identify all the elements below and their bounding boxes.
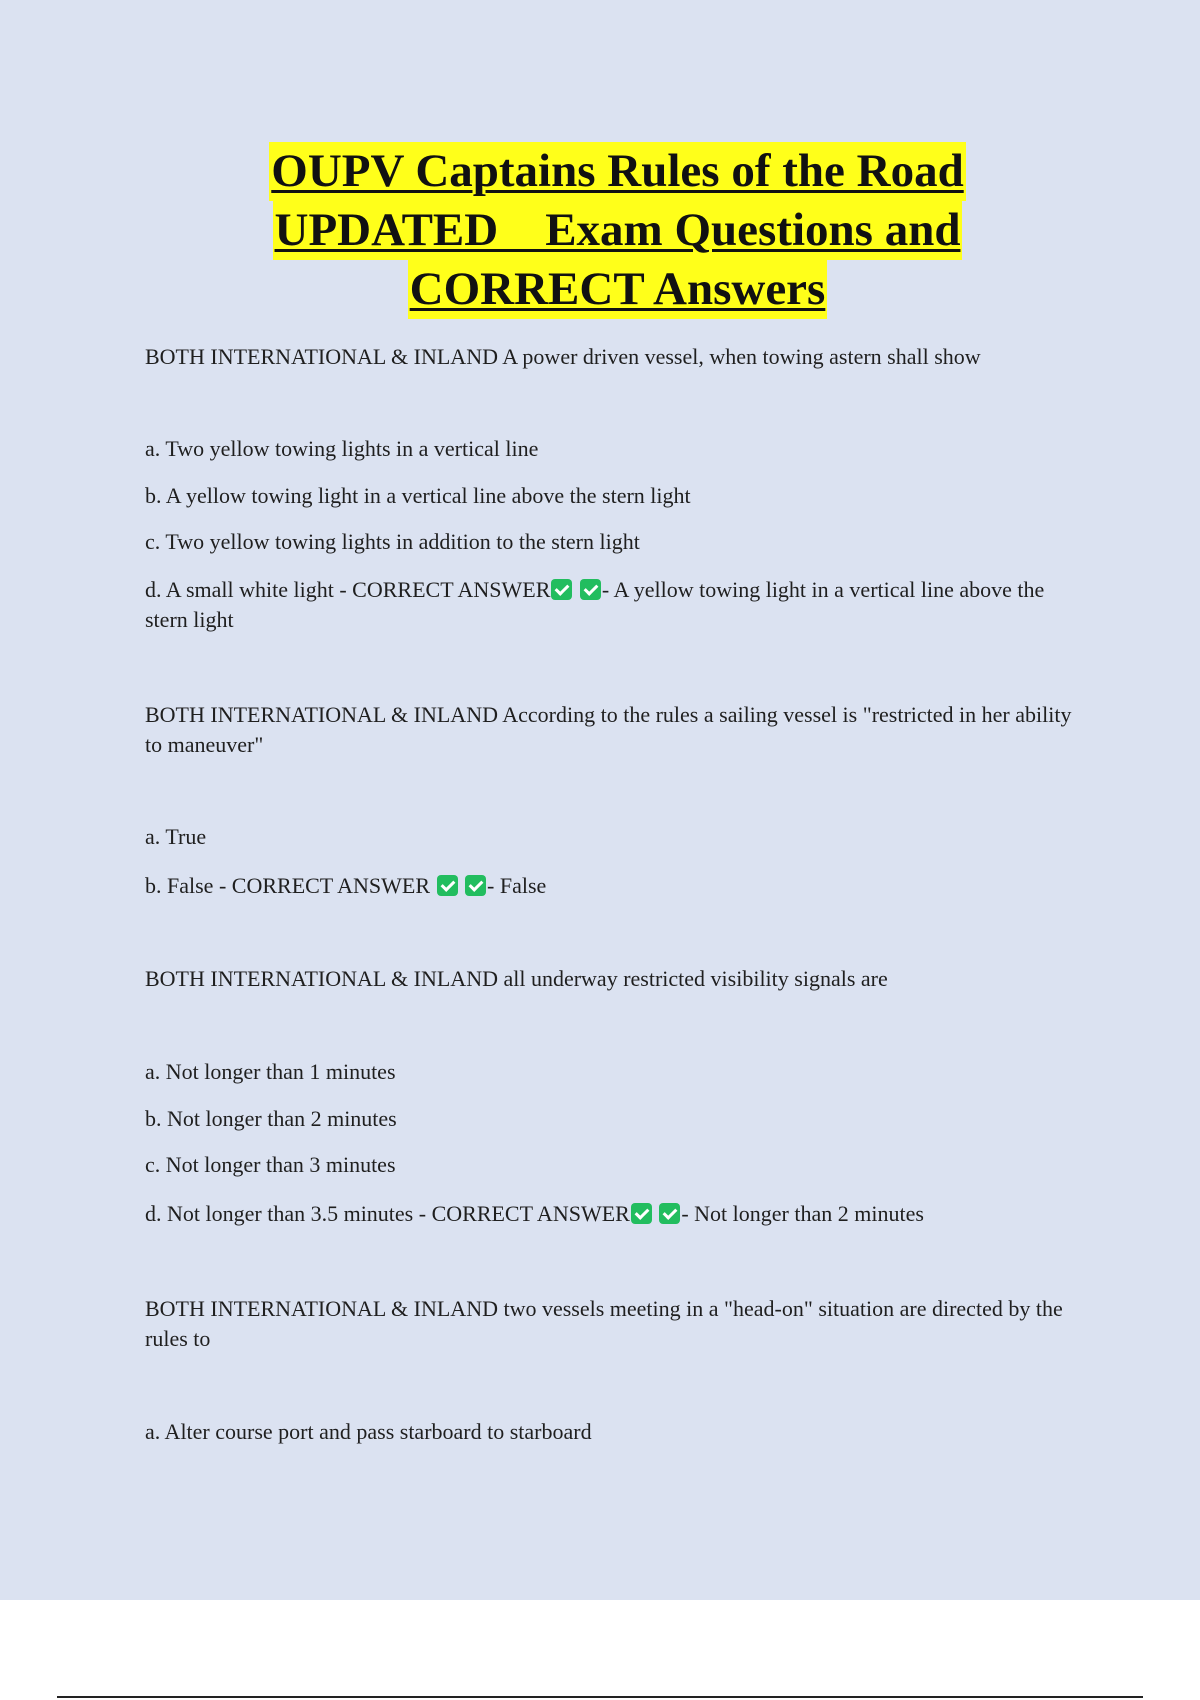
question-3-option-c: c. Not longer than 3 minutes [145,1152,396,1177]
check-mark-icon [465,875,486,896]
question-1-option-a: a. Two yellow towing lights in a vertical line [145,436,539,461]
question-1-option-d-with-answer: d. A small white light - CORRECT ANSWER - A yellow towing light in a vertical line above the stern light [145,577,1045,632]
question-2-option-a: a. True [145,824,207,849]
question-3-option-b: b. Not longer than 2 minutes [145,1106,397,1131]
question-3-text: BOTH INTERNATIONAL & INLAND all underway restricted visibility signals are [145,966,888,991]
title-line-3: CORRECT Answers [408,260,828,319]
question-3-option-a: a. Not longer than 1 minutes [145,1059,396,1084]
question-3-option-d-with-answer: d. Not longer than 3.5 minutes - CORRECT ANSWER - Not longer than 2 minutes [145,1201,924,1226]
correct-answer-label: CORRECT ANSWER [231,873,431,898]
check-mark-icon [631,1203,652,1224]
title-line-1: OUPV Captains Rules of the Road [269,142,965,201]
question-4-text: BOTH INTERNATIONAL & INLAND two vessels meeting in a "head-on" situation are directed by the rules to [145,1296,1063,1351]
title-line-2: UPDATED Exam Questions and [273,201,963,260]
check-mark-icon [551,579,572,600]
question-1-text: BOTH INTERNATIONAL & INLAND A power driven vessel, when towing astern shall show [145,344,981,369]
question-3-answer: Not longer than 2 minutes [694,1201,924,1226]
question-1-option-b: b. A yellow towing light in a vertical line above the stern light [145,483,691,508]
question-1-answer: A yellow towing light in a vertical line above the stern light [145,577,1045,632]
question-3-option-d: d. Not longer than 3.5 minutes [145,1201,414,1226]
check-mark-icon [437,875,458,896]
question-4-option-a: a. Alter course port and pass starboard to starboard [145,1419,592,1444]
correct-answer-label: CORRECT ANSWER [352,577,551,602]
question-1-option-c: c. Two yellow towing lights in addition to the stern light [145,529,640,554]
check-mark-icon [659,1203,680,1224]
question-2-text: BOTH INTERNATIONAL & INLAND According to the rules a sailing vessel is "restricted in her ability to maneuver" [145,702,1072,757]
footer-divider [57,1696,1143,1698]
question-2-answer: False [499,873,547,898]
document-title [120,142,1115,319]
correct-answer-label: CORRECT ANSWER [431,1201,630,1226]
question-2-option-b-with-answer: b. False - CORRECT ANSWER - False [145,873,547,898]
check-mark-icon [580,579,601,600]
question-2-option-b: b. False [145,873,214,898]
question-1-option-d: d. A small white light [145,577,334,602]
